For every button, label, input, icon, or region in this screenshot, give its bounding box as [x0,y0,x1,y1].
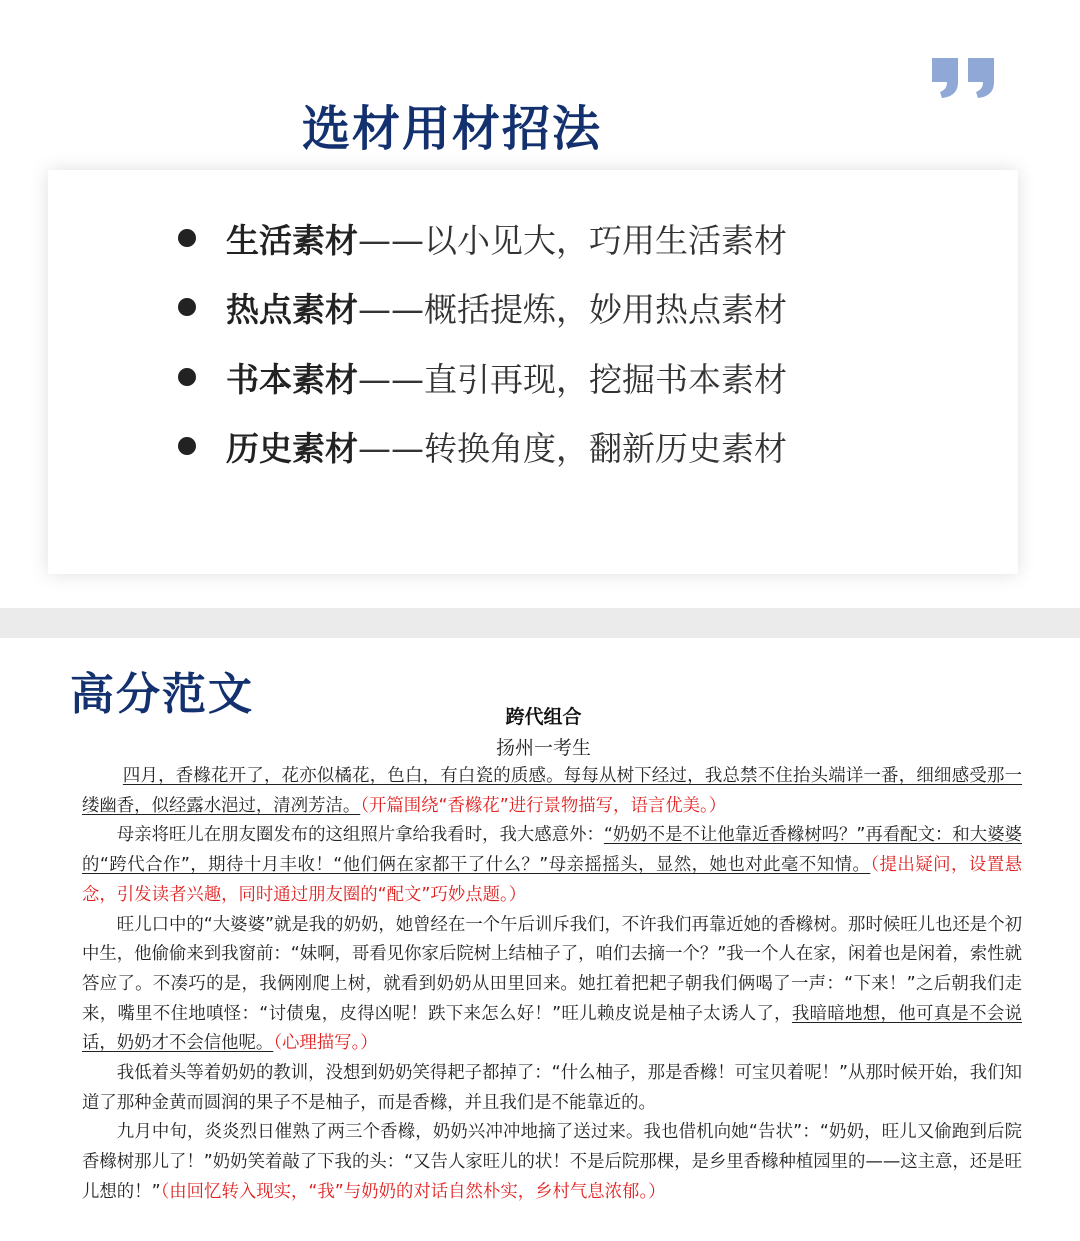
bullet-text [226,423,787,470]
bullet-rest: ——概括提炼，妙用热点素材 [358,289,787,329]
annotation-comment: （开篇围绕“香橼花”进行景物描写，语言优美。） [360,795,727,816]
quote-mark-icon [930,56,998,98]
section-title: 高分范文 [70,669,254,720]
annotation-comment: （提出疑问，设置悬念，引发读者兴趣，同时通过朋友圈的“配文”巧妙点题。） [82,855,1022,905]
bullet-dot-icon [178,229,196,247]
bullet-text [226,284,787,331]
essay-paragraph [82,1118,1022,1207]
essay-author: 扬州一考生 [495,737,591,759]
bullet-key: 历史素材 [226,428,358,468]
bullet-text [226,354,787,401]
paragraph-text: 九月中旬，炎炎烈日催熟了两三个香橼，奶奶兴冲冲地摘了送过来。我也借机向她“告状”：“奶奶，旺儿又偷跑到后院香橼树那儿了！”奶奶笑着敲了下我的头：“又告人家旺儿的状！不是后院那棵，是乡里香橼种植园里的——这主意，还是旺儿想的！” [82,1122,1022,1202]
tips-card [48,170,1018,574]
essay-paragraph [82,821,1022,910]
essay-title: 跨代组合 [505,706,582,728]
bullet-dot-icon [178,368,196,386]
bullet-rest: ——直引再现，挖掘书本素材 [358,359,787,399]
essay-paragraph [82,911,1022,1060]
underlined-text: “奶奶不是不让他靠近香橼树吗？”再看配文：和大婆婆的“跨代合作”，期待十月丰收！“他们俩在家都干了什么？”母亲摇摇头，显然，她也对此毫不知情。 [82,825,1022,876]
bullet-item [178,213,787,263]
bullet-item [178,282,787,332]
annotation-comment: （由回忆转入现实，“我”与奶奶的对话自然朴实，乡村气息浓郁。） [160,1181,666,1202]
paragraph-text: 母亲将旺儿在朋友圈发布的这组照片拿给我看时，我大感意外： [116,825,604,846]
bullet-key: 生活素材 [226,220,358,260]
essay-body [82,762,1022,1208]
underlined-text: 四月，香橼花开了，花亦似橘花，色白，有白瓷的质感。每每从树下经过，我总禁不住抬头端详一番，细细感受那一缕幽香，似经露水浥过，清冽芳洁。 [82,766,1022,816]
underlined-text: 我暗暗地想，他可真是不会说话，奶奶才不会信他呢。 [82,1003,1022,1054]
bullet-dot-icon [178,298,196,316]
essay-paragraph [82,1059,1022,1118]
top-section [0,0,1080,608]
essay-section [0,638,1080,1241]
annotation-comment: （心理描写。） [273,1033,378,1054]
paragraph-text: 我低着头等着奶奶的教训，没想到奶奶笑得耙子都掉了：“什么柚子，那是香橼！可宝贝着呢！”从那时候开始，我们知道了那种金黄而圆润的果子不是柚子，而是香橼，并且我们是不能靠近的。 [82,1063,1022,1113]
bullet-item [178,352,787,402]
bullet-item [178,421,787,471]
bullet-key: 书本素材 [226,359,358,399]
section-divider [0,608,1080,638]
bullet-key: 热点素材 [226,289,358,329]
bullet-text [226,215,787,262]
essay-paragraph [82,762,1022,821]
paragraph-text: 旺儿口中的“大婆婆”就是我的奶奶，她曾经在一个午后训斥我们，不许我们再靠近她的香橼树。那时候旺儿也还是个初中生，他偷偷来到我窗前：“妹啊，哥看见你家后院树上结柚子了，咱们去摘一个？”我一个人在家，闲着也是闲着，索性就答应了。不凑巧的是，我俩刚爬上树，就看到奶奶从田里回来。她扛着把耙子朝我们俩喝了一声：“下来！”之后朝我们走来，嘴里不住地嗔怪：“讨债鬼，皮得凶呢！跌下来怎么好！”旺儿赖皮说是柚子太诱人了， [82,914,1022,1024]
bullet-rest: ——以小见大，巧用生活素材 [358,220,787,260]
bullet-rest: ——转换角度，翻新历史素材 [358,428,787,468]
bullet-dot-icon [178,437,196,455]
main-title: 选材用材招法 [301,101,602,157]
